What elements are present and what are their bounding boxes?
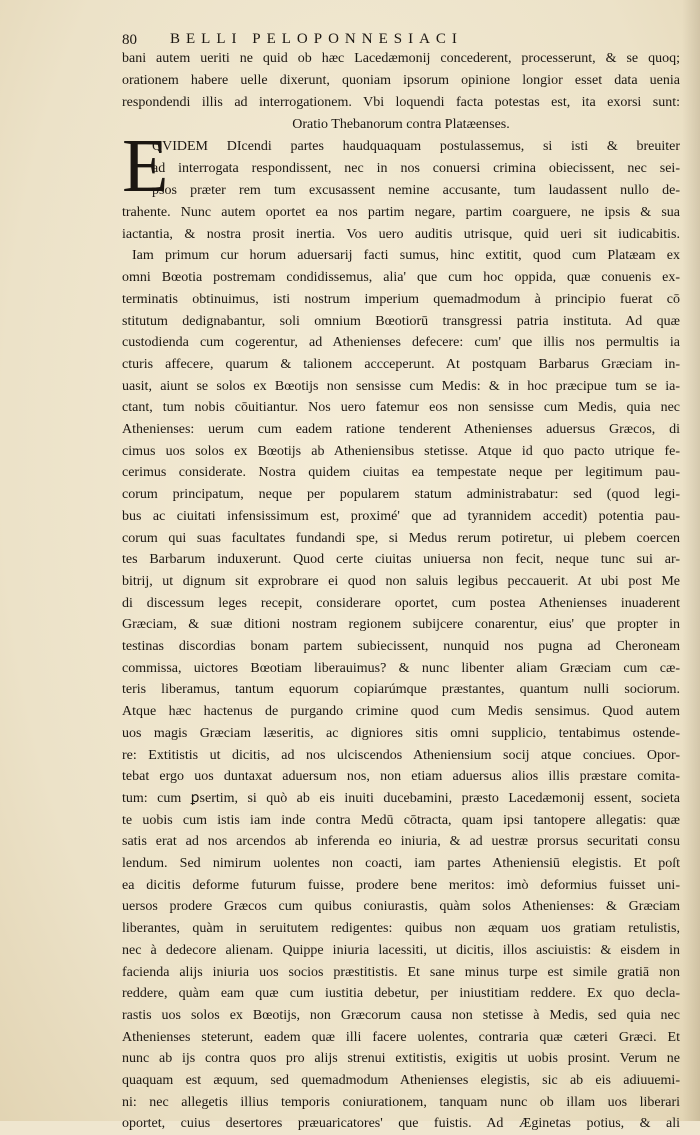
text-line: uasit, aiunt se solos ex Bœotijs non sensisse cum Medis: & in hoc præcipue tum se ia- <box>122 378 680 394</box>
text-line: rastis uos solos ex Bœotijs, non Græcorum causa non stetisse à Medis, sed quia nec <box>122 1007 680 1023</box>
text-line: ctant, tum nobis cōuitiantur. Nos uero fatemur eos non sensisse cum Medis, quia nec <box>122 400 680 416</box>
text-line: terminatis obtinuimus, isti nostrum imperium quemadmodum à principio fuerat cō <box>122 291 680 307</box>
text-line: oportet, cuius desertores præuaricatores' que fuistis. Ad Æginetas potius, & ali <box>122 1116 680 1132</box>
text-line: orationem habere uelle dixerunt, quoniam ipsorum opinione longior esset data uenia <box>122 73 680 88</box>
text-line: custodienda cum cogerentur, ad Athenienses defecere: cum' que illis nos permultis ia <box>122 335 680 351</box>
text-line: Athenienses steterunt, eadem quæ illi facere uolentes, contraria quæ cæteri Græci. Et <box>122 1029 680 1045</box>
text-line: bitrij, ut dignum sit exprobrare ei quod non saluis legibus peccauerit. At ubi post Me <box>122 573 680 589</box>
text-line: di discessum leges recepit, considerare oportet, cum postea Athenienses inuaderent <box>122 595 680 611</box>
text-line: commissa, uictores Bœotiam liberauimus? & nunc libenter aliam Græciam cum cæ- <box>122 660 680 676</box>
text-line: omni Bœotia postremam condidissemus, alia' que cum hoc oppida, quæ conuenis ex- <box>122 270 680 286</box>
text-line: uos magis Græciam læseritis, ac digniores sitis omni supplicio, tentabimus ostende- <box>122 725 680 741</box>
text-line: uersos prodere Græcos cum quibus coniurastis, quàm solos Athenienses: & Græciam <box>122 899 680 915</box>
text-line: cturis affecere, quarum & talionem accceperunt. At postquam Barbarus Græciam in- <box>122 356 680 372</box>
text-line: Iam primum cur horum aduersarij facti sumus, hinc extitit, quod cum Platæam ex <box>132 248 680 264</box>
text-line: psos præter rem tum excusassent nemine accusante, tum laudassent nullo de- <box>152 183 680 198</box>
text-line: Atque hæc hactenus de purgando crimine quod cum Medis sensimus. Quod autem <box>122 704 680 720</box>
text-line: tum: cum ꝑsertim, si quò ab eis inuiti ducebamini, præsto Lacedæmonij essent, societa <box>122 790 680 806</box>
text-line: iactantia, & nostra prosit inertia. Vos uero auditis utrisque, quid ueri sit iudicabitis. <box>122 226 680 242</box>
drop-cap: E <box>122 124 169 208</box>
text-line: corum qui suas facultates fundandi spe, si Medus rerum potiretur, ui plebem coercen <box>122 530 680 546</box>
text-line: corum principatum, neque per popularem statum administrabatur: sed (quod legi- <box>122 487 680 503</box>
text-line: ad interrogata respondissent, nec in nos conuersi crimina obiecissent, nec sei- <box>152 161 680 176</box>
text-line: nunc ab ijs contra quos pro alijs strenui extitistis, exigitis ut uobis prosint. Verum ne <box>122 1051 680 1067</box>
text-line: quaquam est æquum, sed quemadmodum Athenienses elegistis, sic ab eis adiuuemi- <box>122 1073 680 1088</box>
page-number: 80 <box>122 32 137 48</box>
text-line: lendum. Sed nimirum uolentes non coacti, iam partes Atheniensiū elegistis. Et poſt <box>122 856 680 871</box>
text-line: Græciam, & suæ ditioni nostram regionem subijcere conarentur, eius' que propter in <box>122 617 680 633</box>
text-line: teris liberamus, tantum equorum copiarúmque præstantes, quantum nulli sociorum. <box>122 682 680 698</box>
text-line: QVIDEM DIcendi partes haudquaquam postulassemus, si isti & breuiter <box>152 139 680 154</box>
text-line: cimus uos solos ex Bœotijs ab Atheniensibus stetisse. Atque id quo pacto utrique fe- <box>122 443 680 459</box>
text-line: tebat ergo uos duntaxat aduersum nos, non etiam aduersus alios illis præstare comita- <box>122 769 680 785</box>
text-line: satis erat ad nos arcendos ab inferenda eo iniuria, & ad uestræ prorsus securitati consu <box>122 834 680 850</box>
section-title: Oratio Thebanorum contra Platæenses. <box>292 117 510 132</box>
text-line: reddere, quàm eam quæ cum iustitia debetur, per iniustitiam reddere. Ex quo decla- <box>122 986 680 1002</box>
text-line: nec à dedecore alienam. Quippe iniuria lacessiti, ut dicitis, illos asciuistis: & eisdem in <box>122 942 680 958</box>
text-line: ea dicitis deforme futurum fuisse, prodere bene meritos: imò deformius fuisset uni- <box>122 877 680 893</box>
text-line: re: Extitistis ut dicitis, ad nos ulciscendos Atheniensium socij atque conciues. Opor- <box>122 747 680 763</box>
text-line: tes Barbarum induxerunt. Quod certe ciuitas uniuersa non fecit, neque tunc sui ar- <box>122 552 680 568</box>
text-line: liberantes, quàm in seruitutem redigentes: quibus non æquam uos gratiam retulistis, <box>122 921 680 937</box>
text-line: trahente. Nunc autem oportet ea nos partim negare, partim coarguere, ne ipsis & sua <box>122 205 680 220</box>
text-line: cerimus considerate. Nostra quidem ciuitas ea tempestate neque per legitimum pau- <box>122 465 680 481</box>
text-line: bani autem ueriti ne quid ob hæc Lacedæmonij concederent, processerunt, & se quoq; <box>122 51 680 66</box>
text-line: te uobis cum istis iam inde contra Medū cōtracta, quam ipsi tantopere allegatis: quæ <box>122 812 680 828</box>
text-line: Athenienses: uerum cum eadem ratione tenderent Athenienses aduersus Græcos, di <box>122 422 680 437</box>
page-edge-shadow <box>682 0 700 1121</box>
text-line: respondendi illis ad interrogationem. Vbi loquendi facta potestas est, ita exorsi sunt: <box>122 95 680 110</box>
text-line: stitutum dedignabantur, soli omnium Bœotiorū transgressi patria instituta. Ad quæ <box>122 313 680 329</box>
text-line: bus ac ciuitati infensissimum est, proximé' que ad tyrannidem accedit) potentia pau- <box>122 508 680 524</box>
text-line: facienda alijs iniuria uos socios præstitistis. Et sane minus turpe est simile gratiā non <box>122 964 680 980</box>
running-title: BELLI PELOPONNESIACI <box>170 31 463 47</box>
text-line: testinas discordias bonam partem subiecissent, nunquid nos pugna ad Cheroneam <box>122 639 680 654</box>
text-line: ni: nec allegetis illius temporis coniurationem, tanquam nunc ob illam uos liberari <box>122 1094 680 1110</box>
